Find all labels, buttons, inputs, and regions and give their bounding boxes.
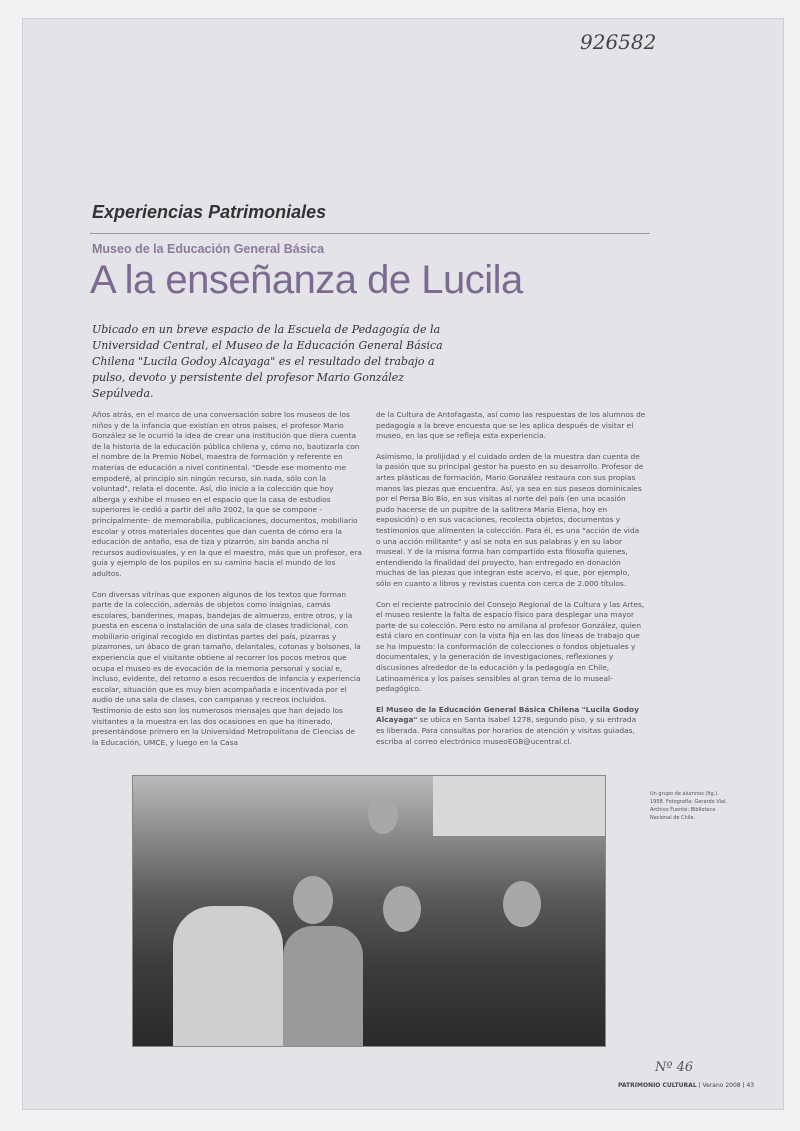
lead-paragraph: Ubicado en un breve espacio de la Escuela de Pedagogía de la Universidad Central, el Museo de la Educación General Básica Chilena "Lucila Godoy Alcayaga" es el resultado del trabajo a pulso, devoto y persistente del profesor Mario González Sepúlveda. (92, 323, 443, 400)
info-note-text: se ubica en Santa Isabel 1278, segundo piso, y su entrada es liberada. Para consultas por horarios de atención y visitas guiadas, escriba al correo electrónico museoEGB@ucentral.cl. (376, 715, 637, 746)
photo-face (293, 876, 333, 924)
footer-publication: PATRIMONIO CULTURAL (618, 1082, 697, 1089)
paragraph: Con el reciente patrocinio del Consejo Regional de la Cultura y las Artes, el museo resiente la falta de espacio físico para desplegar una mayor parte de su colección. Pero esto no amilana al profesor González, quien está claro en continuar con la vista fija en las dos líneas de trabajo que se ha impuesto: la conformación de colecciones o fondos objetuales y documentales, y la generación de investigaciones, reflexiones y discusiones alrededor de la educación y la pedagogía en Chile, Latinoamérica y los países sensibles al gran tema de lo museal-pedagógico. (376, 599, 645, 694)
photo-face (368, 796, 398, 834)
paragraph: Asimismo, la prolijidad y el cuidado orden de la muestra dan cuenta de la pasión que su principal gestor ha puesto en su desarrollo. Profesor de artes plásticas de formación, Mario González restaura con sus propias manos las piezas que encuentra. Así, ya sea en sus paseos dominicales por el Persa Bío Bío, en sus visitas al norte del país (en una ocasión pudo hacerse de un pupitre de la salitrera María Elena, hoy en exposición) o en sus vacaciones, recolecta objetos, documentos y testimonios que alimenten la colección. Para él, es una "acción de vida o una acción militante" y así se nota en sus palabras y en su labor museal. Y de la misma forma han compartido esta filosofía quienes, entendiendo la finalidad del proyecto, han entregado en donación muchas de las piezas que integran este acervo, el que, por ejemplo, sólo en cuanto a libros y revistas cuenta con cerca de 2.000 títulos. (376, 451, 644, 588)
footer-issue: Verano 2008 (702, 1082, 741, 1089)
photo-face (503, 881, 541, 927)
column-1 (92, 410, 362, 758)
handwritten-id: 926582 (580, 30, 657, 54)
photo-face (383, 886, 421, 932)
photo-child-dress (283, 926, 363, 1046)
paragraph: de la Cultura de Antofagasta, así como las respuestas de los alumnos de pedagogía a la breve encuesta que se les aplica después de visitar el museo, en las que se refleja esta experiencia. (376, 410, 646, 441)
info-note (376, 705, 646, 747)
info-note-bold: El Museo de la Educación General Básica Chilena "Lucila Godoy Alcayaga" (376, 704, 639, 725)
photo-caption: Un grupo de alumnos (fig.). 1958. Fotografía: Gerardo Vial. Archivo Fuente: Biblioteca Nacional de Chile. (650, 791, 728, 821)
kicker: Museo de la Educación General Básica (92, 242, 325, 256)
divider (90, 233, 650, 234)
historic-class-photo (132, 775, 606, 1047)
section-heading: Experiencias Patrimoniales (92, 202, 327, 222)
photo-child-coat (173, 906, 283, 1046)
column-2 (376, 410, 646, 757)
paragraph: Años atrás, en el marco de una conversación sobre los museos de los niños y de la infancia que existían en otros países, el profesor Mario González se le ocurrió la idea de crear una institución que diera cuenta de la historia de la educación pública chilena y, cómo no, bautizarla con el nombre de la Premio Nobel, maestra de formación y referente en materias de educación a nivel continental. "Desde ese momento me empoderé, al principio sin ningún recurso, sin nada, sólo con la voluntad", relata el docente. Así, dio inicio a la colección que hoy alberga y exhibe el museo en el espacio que la casa de estudios superiores le cedió a partir del año 2002, la que se compone -principalmente- de memorabilia, publicaciones, documentos, mobiliario escolar y otros materiales docentes que dan cuenta de cómo era la educación de antaño, esa de tiza y pizarrón, sin banda ancha ni recursos audiovisuales, y en la que el maestro, más que un profesor, era guía y ejemplo de los pupilos en su camino hacia el mundo de los adultos. (92, 410, 362, 578)
paragraph: Con diversas vitrinas que exponen algunos de los textos que forman parte de la colección, además de objetos como insignias, camás escolares, banderines, mapas, bandejas de almuerzo, entre otros, y la puesta en escena o instalación de una sala de clases tradicional, con mobiliario original recogido en distintas partes del país, pizarras y pizarrones, un ábaco de gran tamaño, delantales, cotonas y bolsones, la experiencia que el visitante obtiene al recorrer los pocos metros que ocupa el museo es de evocación de la memoria personal y social e, incluso, evidente, del retorno a esos recuerdos de infancia y experiencia escolar, situación que es muy bien acompañada e incentivada por el audio de una sala de clases, con campanas y recreos incluidos. Testimonio de esto son los numerosos mensajes que han dejado los visitantes a la muestra en las dos ocasiones en que ha itinerado, presentándose primero en la Universidad Metropolitana de Ciencias de la Educación, UMCE, y luego en la Casa (92, 589, 361, 747)
photo-background-building (433, 776, 605, 836)
article-title: A la enseñanza de Lucila (90, 258, 523, 302)
page-footer: PATRIMONIO CULTURAL | Verano 2008 | 43 (618, 1082, 755, 1089)
page-number: 43 (746, 1082, 755, 1089)
handwritten-number: Nº 46 (655, 1060, 694, 1075)
